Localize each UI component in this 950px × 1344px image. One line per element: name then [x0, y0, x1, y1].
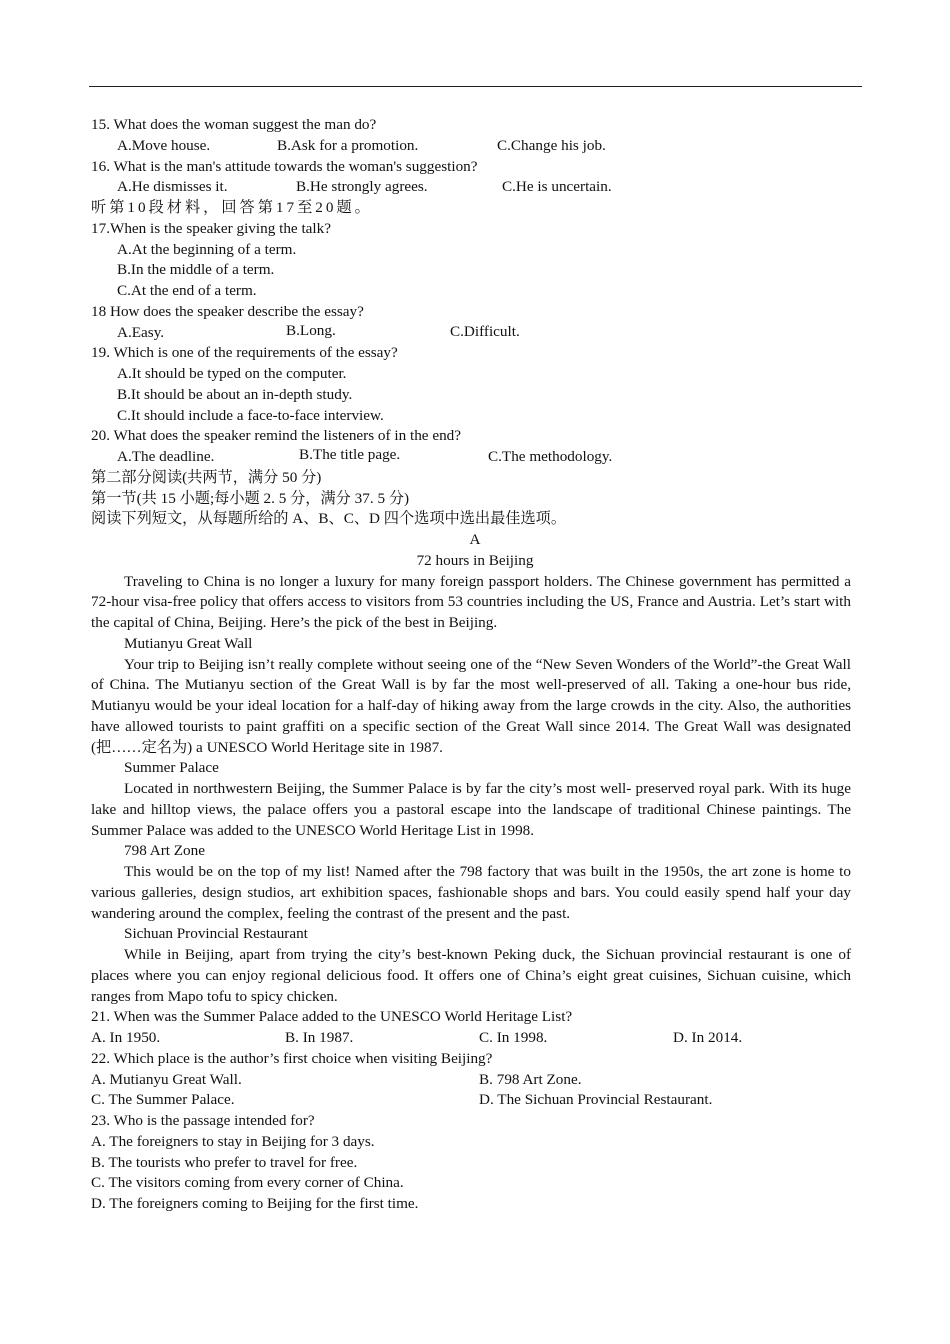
question-18-option-a: A.Easy.	[117, 323, 165, 341]
question-17-stem: 17.When is the speaker giving the talk?	[91, 219, 331, 237]
question-18-options	[91, 323, 851, 344]
question-23-option-d: D. The foreigners coming to Beijing for the first time.	[91, 1195, 419, 1212]
question-21-stem: 21. When was the Summer Palace added to the UNESCO World Heritage List?	[91, 1008, 573, 1026]
section-heading-summer-palace: Summer Palace	[124, 759, 219, 777]
question-20-option-a: A.The deadline.	[117, 448, 215, 465]
question-19-stem: 19. Which is one of the requirements of the essay?	[91, 344, 398, 362]
part-2-title: 第二部分阅读(共两节，满分 50 分)	[91, 468, 322, 486]
question-17-option-c: C.At the end of a term.	[117, 282, 257, 299]
question-19-option-c: C.It should include a face-to-face interview.	[117, 406, 384, 424]
passage-title: 72 hours in Beijing	[416, 551, 534, 569]
question-15-options	[91, 136, 851, 157]
question-19-option-a: A.It should be typed on the computer.	[117, 365, 347, 382]
section-heading-798: 798 Art Zone	[124, 842, 205, 860]
passage-summer-palace: Located in northwestern Beijing, the Summer Palace is by far the city’s most well- preserved royal park. With its huge lake and hilltop views, the palace offers you a pastoral escape into the landscape of traditional Chinese paintings. The Summer Palace was added to the UNESCO World Heritage List in 1998.	[91, 780, 851, 839]
question-21-option-c: C. In 1998.	[479, 1029, 548, 1046]
question-15-stem: 15. What does the woman suggest the man do?	[91, 116, 377, 133]
question-22-option-b: B. 798 Art Zone.	[479, 1070, 582, 1088]
reading-instruction: 阅读下列短文，从每题所给的 A、B、C、D 四个选项中选出最佳选项。	[91, 510, 567, 528]
question-22-option-c: C. The Summer Palace.	[91, 1091, 235, 1109]
question-19-option-b: B.It should be about an in-depth study.	[117, 385, 353, 403]
question-16-options	[91, 177, 851, 198]
question-17-option-a: A.At the beginning of a term.	[117, 240, 297, 258]
passage-intro: Traveling to China is no longer a luxury for many foreign passport holders. The Chinese government has permitted a 72-hour visa-free policy that offers access to visitors from 53 countries including the US, France and Austria. Let’s start with the capital of China, Beijing. Here’s the pick of the best in Beijing.	[91, 572, 851, 631]
question-20-stem: 20. What does the speaker remind the listeners of in the end?	[91, 427, 462, 445]
question-18-stem: 18 How does the speaker describe the essay?	[91, 302, 364, 320]
passage-sichuan: While in Beijing, apart from trying the city’s best-known Peking duck, the Sichuan provincial restaurant is one of places where you can enjoy regional delicious food. It offers one of China’s eight great cuisines, Sichuan cuisine, which ranges from Mapo tofu to spicy chicken.	[91, 946, 851, 1005]
question-23-option-a: A. The foreigners to stay in Beijing for 3 days.	[91, 1132, 375, 1150]
question-23-option-b: B. The tourists who prefer to travel for free.	[91, 1153, 358, 1171]
section-heading-great-wall: Mutianyu Great Wall	[124, 634, 253, 652]
question-21-option-d: D. In 2014.	[673, 1029, 743, 1046]
question-15-option-c: C.Change his job.	[497, 136, 606, 154]
question-22-options-cd	[91, 1090, 851, 1111]
question-16-option-c: C.He is uncertain.	[502, 178, 612, 196]
question-15-option-a: A.Move house.	[117, 136, 211, 154]
passage-great-wall: Your trip to Beijing isn’t really complete without seeing one of the “New Seven Wonders of the World”-the Great Wall of China. The Mutianyu section of the Great Wall is by far the most well-preserved of all. Taking a one-hour bus ride, Mutianyu would be your ideal location for a half-day of hiking away from the large crowds in the city. Also, the authorities have allowed tourists to paint graffiti on a specific section of the Great Wall since 2014. The Great Wall was designated (把……定名为) a UNESCO World Heritage site in 1987.	[91, 655, 851, 756]
passage-letter: A	[469, 531, 481, 548]
passage-798: This would be on the top of my list! Named after the 798 factory that was built in the 1950s, the art zone is home to various galleries, design studios, art exhibition spaces, fashionable shops and bars. You could easily spend half your day wandering around the complex, feeling the contrast of the present and the past.	[91, 863, 851, 922]
question-15-option-b: B.Ask for a promotion.	[277, 136, 419, 154]
section-1-title: 第一节(共 15 小题;每小题 2. 5 分，满分 37. 5 分)	[91, 489, 410, 507]
question-18-option-b: B.Long.	[286, 321, 336, 339]
question-18-option-c: C.Difficult.	[450, 322, 520, 340]
header-rule	[89, 86, 862, 87]
question-20-option-c: C.The methodology.	[488, 448, 613, 465]
question-20-option-b: B.The title page.	[299, 446, 401, 463]
question-16-option-b: B.He strongly agrees.	[296, 178, 428, 196]
question-17-option-b: B.In the middle of a term.	[117, 261, 275, 279]
question-23-stem: 23. Who is the passage intended for?	[91, 1112, 315, 1129]
question-22-option-a: A. Mutianyu Great Wall.	[91, 1070, 242, 1088]
question-21-options	[91, 1028, 851, 1049]
question-22-options-ab	[91, 1070, 851, 1091]
question-22-option-d: D. The Sichuan Provincial Restaurant.	[479, 1091, 713, 1109]
section-heading-sichuan: Sichuan Provincial Restaurant	[124, 925, 308, 943]
question-20-options	[91, 447, 851, 468]
question-16-option-a: A.He dismisses it.	[117, 178, 228, 196]
question-23-option-c: C. The visitors coming from every corner of China.	[91, 1174, 404, 1192]
question-21-option-b: B. In 1987.	[285, 1029, 354, 1046]
listening-10-instruction: 听第10段材料，回答第17至20题。	[91, 199, 373, 216]
question-16-stem: 16. What is the man's attitude towards the woman's suggestion?	[91, 157, 478, 175]
question-21-option-a: A. In 1950.	[91, 1029, 161, 1046]
exam-page	[91, 115, 851, 1215]
question-22-stem: 22. Which place is the author’s first choice when visiting Beijing?	[91, 1049, 493, 1067]
